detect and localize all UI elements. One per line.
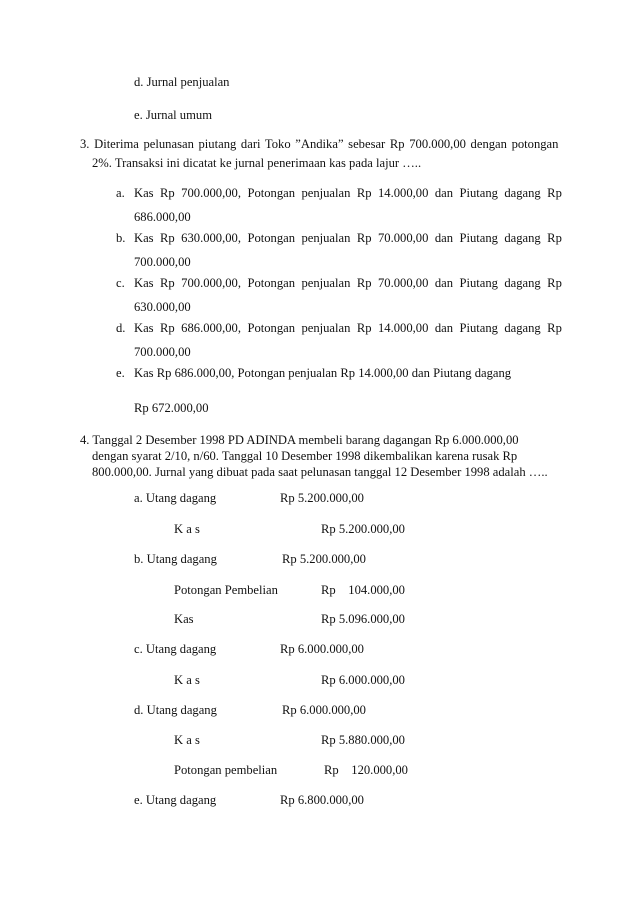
q4-option-a-debit-amount: Rp 5.200.000,00 bbox=[280, 491, 364, 505]
q4-option-e-debit-label: e. Utang dagang bbox=[134, 793, 217, 807]
q3-stem-line2: 2%. Transaksi ini dicatat ke jurnal penerimaan kas pada lajur ….. bbox=[92, 156, 422, 170]
q3-option-b-line2: 700.000,00 bbox=[134, 255, 191, 269]
q3-option-b-line1: Kas Rp 630.000,00, Potongan penjualan Rp 70.000,00 dan Piutang dagang Rp bbox=[134, 231, 562, 245]
q4-option-b-debit-amount: Rp 5.200.000,00 bbox=[282, 552, 366, 566]
q4-option-b-credit2-amount: Rp 5.096.000,00 bbox=[321, 612, 405, 626]
q3-option-c-line1: Kas Rp 700.000,00, Potongan penjualan Rp 70.000,00 dan Piutang dagang Rp bbox=[134, 276, 562, 290]
q3-option-a-letter: a. bbox=[116, 186, 125, 200]
q3-option-d-letter: d. bbox=[116, 321, 126, 335]
q4-option-d-debit-label: d. Utang dagang bbox=[134, 703, 217, 717]
option-d-q2: d. Jurnal penjualan bbox=[134, 75, 230, 89]
q4-option-c-debit-label: c. Utang dagang bbox=[134, 642, 217, 656]
q4-option-c-credit-label: K a s bbox=[174, 673, 200, 687]
q3-option-e-line1: Kas Rp 686.000,00, Potongan penjualan Rp 14.000,00 dan Piutang dagang bbox=[134, 366, 512, 380]
option-e-q2: e. Jurnal umum bbox=[134, 108, 212, 122]
q4-option-d-credit1-label: K a s bbox=[174, 733, 200, 747]
q4-stem-line1: 4. Tanggal 2 Desember 1998 PD ADINDA membeli barang dagangan Rp 6.000.000,00 bbox=[80, 433, 519, 447]
q4-option-b-debit-label: b. Utang dagang bbox=[134, 552, 217, 566]
q3-option-d-line2: 700.000,00 bbox=[134, 345, 191, 359]
q4-stem-line3: 800.000,00. Jurnal yang dibuat pada saat pelunasan tanggal 12 Desember 1998 adalah ….. bbox=[92, 465, 548, 479]
q4-option-a-credit-label: K a s bbox=[174, 522, 200, 536]
q3-option-e-letter: e. bbox=[116, 366, 125, 380]
q4-stem-line2: dengan syarat 2/10, n/60. Tanggal 10 Desember 1998 dikembalikan karena rusak Rp bbox=[92, 449, 518, 463]
q4-option-b-credit2-label: Kas bbox=[174, 612, 194, 626]
q3-option-d-line1: Kas Rp 686.000,00, Potongan penjualan Rp 14.000,00 dan Piutang dagang Rp bbox=[134, 321, 562, 335]
q4-option-d-debit-amount: Rp 6.000.000,00 bbox=[282, 703, 366, 717]
q3-option-a-line1: Kas Rp 700.000,00, Potongan penjualan Rp 14.000,00 dan Piutang dagang Rp bbox=[134, 186, 562, 200]
q3-option-a-line2: 686.000,00 bbox=[134, 210, 191, 224]
q4-option-c-debit-amount: Rp 6.000.000,00 bbox=[280, 642, 364, 656]
q4-option-b-credit1-label: Potongan Pembelian bbox=[174, 583, 278, 597]
q4-option-c-credit-amount: Rp 6.000.000,00 bbox=[321, 673, 405, 687]
q4-option-d-credit1-amount: Rp 5.880.000,00 bbox=[321, 733, 405, 747]
q3-option-c-letter: c. bbox=[116, 276, 125, 290]
q3-stem-line1: 3. Diterima pelunasan piutang dari Toko ”Andika” sebesar Rp 700.000,00 dengan potongan bbox=[80, 137, 559, 151]
q4-option-d-credit2-label: Potongan pembelian bbox=[174, 763, 278, 777]
q3-option-e-line2: Rp 672.000,00 bbox=[134, 401, 209, 415]
q3-option-c-line2: 630.000,00 bbox=[134, 300, 191, 314]
q4-option-d-credit2-amount: Rp 120.000,00 bbox=[324, 763, 408, 777]
q4-option-b-credit1-amount: Rp 104.000,00 bbox=[321, 583, 405, 597]
q4-option-a-credit-amount: Rp 5.200.000,00 bbox=[321, 522, 405, 536]
q4-option-e-debit-amount: Rp 6.800.000,00 bbox=[280, 793, 364, 807]
q4-option-a-debit-label: a. Utang dagang bbox=[134, 491, 217, 505]
q3-option-b-letter: b. bbox=[116, 231, 126, 245]
